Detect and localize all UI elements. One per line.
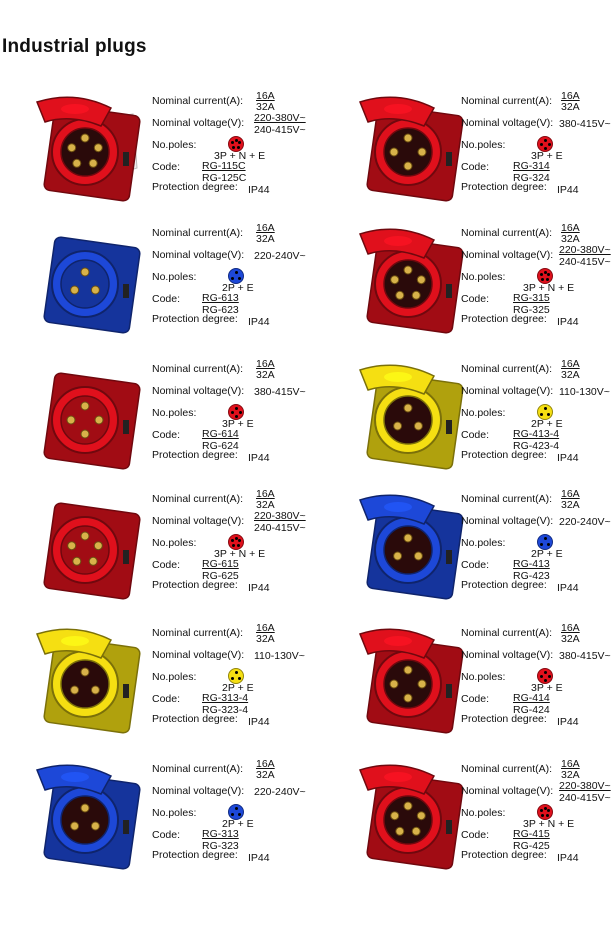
code-value-a: RG-613 xyxy=(202,292,239,304)
plug-image xyxy=(338,88,473,216)
current-label: Nominal current(A): xyxy=(152,763,244,775)
current-label: Nominal current(A): xyxy=(152,363,244,375)
voltage-label: Nominal voltage(V): xyxy=(152,515,245,527)
voltage-value-a: 380-415V~ xyxy=(254,386,306,398)
plug-image xyxy=(15,486,150,614)
protection-value: IP44 xyxy=(248,582,270,594)
code-label: Code: xyxy=(461,829,490,841)
current-label: Nominal current(A): xyxy=(461,95,553,107)
protection-value: IP44 xyxy=(557,452,579,464)
plug-image xyxy=(338,220,473,348)
voltage-label: Nominal voltage(V): xyxy=(152,649,245,661)
plug-image xyxy=(15,620,150,748)
protection-label: Protection degree: xyxy=(152,313,238,325)
protection-value: IP44 xyxy=(248,316,270,328)
voltage-value-b: 240-415V~ xyxy=(254,124,306,136)
protection-value: IP44 xyxy=(557,582,579,594)
current-value-a: 16A xyxy=(256,90,275,102)
protection-label: Protection degree: xyxy=(461,313,547,325)
code-value-a: RG-413 xyxy=(513,558,550,570)
current-value-b: 32A xyxy=(256,233,275,245)
voltage-value-b: 240-415V~ xyxy=(559,792,611,804)
voltage-value-a: 220-380V~ xyxy=(254,112,306,124)
protection-value: IP44 xyxy=(557,316,579,328)
product-item xyxy=(338,356,615,484)
voltage-value-a: 220-240V~ xyxy=(559,516,611,528)
voltage-value-a: 220-380V~ xyxy=(559,244,611,256)
protection-value: IP44 xyxy=(248,184,270,196)
code-value-b: RG-323 xyxy=(202,840,239,852)
protection-label: Protection degree: xyxy=(152,713,238,725)
voltage-label: Nominal voltage(V): xyxy=(461,249,554,261)
voltage-value-a: 110-130V~ xyxy=(254,650,305,662)
product-item xyxy=(338,756,615,884)
current-label: Nominal current(A): xyxy=(461,363,553,375)
product-item xyxy=(15,356,315,484)
poles-value: 2P + E xyxy=(531,548,563,560)
current-label: Nominal current(A): xyxy=(461,627,553,639)
page-title: Industrial plugs xyxy=(2,36,147,57)
voltage-label: Nominal voltage(V): xyxy=(461,117,554,129)
voltage-value-a: 220-240V~ xyxy=(254,250,306,262)
current-value-b: 32A xyxy=(561,101,580,113)
poles-value: 3P + N + E xyxy=(523,282,575,294)
voltage-value-a: 220-380V~ xyxy=(254,510,306,522)
product-item xyxy=(15,756,315,884)
poles-value: 2P + E xyxy=(222,818,254,830)
current-value-a: 16A xyxy=(561,90,580,102)
product-item xyxy=(15,220,315,348)
protection-value: IP44 xyxy=(557,716,579,728)
code-value-a: RG-414 xyxy=(513,692,550,704)
poles-label: No.poles: xyxy=(461,407,506,419)
poles-label: No.poles: xyxy=(461,807,506,819)
poles-label: No.poles: xyxy=(461,139,506,151)
current-value-b: 32A xyxy=(256,633,275,645)
plug-image xyxy=(15,220,150,348)
poles-label: No.poles: xyxy=(152,139,197,151)
current-label: Nominal current(A): xyxy=(461,763,553,775)
plug-image xyxy=(15,88,150,216)
current-value-a: 16A xyxy=(561,358,580,370)
plug-image xyxy=(15,356,150,484)
poles-label: No.poles: xyxy=(152,807,197,819)
product-item xyxy=(15,88,315,216)
code-value-b: RG-623 xyxy=(202,304,239,316)
protection-label: Protection degree: xyxy=(152,849,238,861)
current-label: Nominal current(A): xyxy=(152,227,244,239)
code-value-b: RG-125C xyxy=(202,172,247,184)
code-value-a: RG-315 xyxy=(513,292,550,304)
current-label: Nominal current(A): xyxy=(152,95,244,107)
protection-value: IP44 xyxy=(248,452,270,464)
current-label: Nominal current(A): xyxy=(461,493,553,505)
product-item xyxy=(338,620,615,748)
poles-label: No.poles: xyxy=(461,537,506,549)
voltage-value-b: 240-415V~ xyxy=(254,522,306,534)
protection-label: Protection degree: xyxy=(152,579,238,591)
poles-label: No.poles: xyxy=(152,271,197,283)
current-label: Nominal current(A): xyxy=(152,493,244,505)
protection-label: Protection degree: xyxy=(152,449,238,461)
protection-label: Protection degree: xyxy=(461,181,547,193)
current-value-a: 16A xyxy=(561,622,580,634)
code-label: Code: xyxy=(152,829,181,841)
plug-image xyxy=(338,356,473,484)
protection-value: IP44 xyxy=(557,184,579,196)
voltage-label: Nominal voltage(V): xyxy=(152,385,245,397)
poles-label: No.poles: xyxy=(461,271,506,283)
protection-label: Protection degree: xyxy=(152,181,238,193)
protection-value: IP44 xyxy=(248,716,270,728)
poles-value: 3P + N + E xyxy=(214,548,266,560)
current-label: Nominal current(A): xyxy=(152,627,244,639)
product-item xyxy=(338,220,615,348)
current-value-b: 32A xyxy=(256,101,275,113)
voltage-value-a: 220-240V~ xyxy=(254,786,306,798)
current-value-a: 16A xyxy=(561,758,580,770)
protection-label: Protection degree: xyxy=(461,449,547,461)
poles-label: No.poles: xyxy=(152,537,197,549)
plug-image xyxy=(15,756,150,884)
current-value-a: 16A xyxy=(256,758,275,770)
plug-image xyxy=(338,756,473,884)
protection-label: Protection degree: xyxy=(461,579,547,591)
voltage-label: Nominal voltage(V): xyxy=(152,785,245,797)
code-value-b: RG-323-4 xyxy=(202,704,249,716)
poles-label: No.poles: xyxy=(152,671,197,683)
protection-value: IP44 xyxy=(557,852,579,864)
voltage-label: Nominal voltage(V): xyxy=(461,515,554,527)
code-value-a: RG-413-4 xyxy=(513,428,560,440)
current-value-b: 32A xyxy=(256,499,275,511)
current-value-b: 32A xyxy=(256,769,275,781)
poles-value: 2P + E xyxy=(222,282,254,294)
code-label: Code: xyxy=(461,693,490,705)
current-value-b: 32A xyxy=(561,233,580,245)
code-label: Code: xyxy=(152,693,181,705)
code-value-b: RG-423 xyxy=(513,570,550,582)
poles-value: 2P + E xyxy=(222,682,254,694)
poles-value: 3P + N + E xyxy=(523,818,575,830)
poles-label: No.poles: xyxy=(152,407,197,419)
code-value-a: RG-615 xyxy=(202,558,239,570)
code-value-b: RG-423-4 xyxy=(513,440,560,452)
code-label: Code: xyxy=(152,293,181,305)
code-label: Code: xyxy=(461,293,490,305)
code-value-a: RG-313 xyxy=(202,828,239,840)
current-value-a: 16A xyxy=(256,622,275,634)
current-value-a: 16A xyxy=(561,222,580,234)
code-value-b: RG-424 xyxy=(513,704,550,716)
current-value-a: 16A xyxy=(256,222,275,234)
code-label: Code: xyxy=(461,559,490,571)
code-value-a: RG-415 xyxy=(513,828,550,840)
voltage-value-b: 240-415V~ xyxy=(559,256,611,268)
code-value-b: RG-624 xyxy=(202,440,239,452)
poles-value: 2P + E xyxy=(531,418,563,430)
code-value-a: RG-614 xyxy=(202,428,239,440)
code-value-a: RG-115C xyxy=(202,160,246,172)
current-value-a: 16A xyxy=(561,488,580,500)
code-label: Code: xyxy=(152,429,181,441)
current-value-b: 32A xyxy=(561,499,580,511)
code-label: Code: xyxy=(461,161,490,173)
voltage-value-a: 380-415V~ xyxy=(559,118,611,130)
code-value-b: RG-425 xyxy=(513,840,550,852)
plug-image xyxy=(338,620,473,748)
voltage-label: Nominal voltage(V): xyxy=(461,785,554,797)
current-value-b: 32A xyxy=(561,769,580,781)
poles-value: 3P + N + E xyxy=(214,150,266,162)
code-value-b: RG-325 xyxy=(513,304,550,316)
product-item xyxy=(15,486,315,614)
poles-label: No.poles: xyxy=(461,671,506,683)
code-value-b: RG-324 xyxy=(513,172,550,184)
voltage-label: Nominal voltage(V): xyxy=(461,649,554,661)
code-value-b: RG-625 xyxy=(202,570,239,582)
voltage-label: Nominal voltage(V): xyxy=(461,385,554,397)
plug-image xyxy=(338,486,473,614)
poles-value: 3P + E xyxy=(222,418,254,430)
protection-value: IP44 xyxy=(248,852,270,864)
code-value-a: RG-313-4 xyxy=(202,692,249,704)
current-value-b: 32A xyxy=(256,369,275,381)
product-item xyxy=(338,486,615,614)
current-value-a: 16A xyxy=(256,358,275,370)
voltage-label: Nominal voltage(V): xyxy=(152,249,245,261)
protection-label: Protection degree: xyxy=(461,849,547,861)
code-value-a: RG-314 xyxy=(513,160,550,172)
code-label: Code: xyxy=(461,429,490,441)
poles-value: 3P + E xyxy=(531,150,563,162)
current-value-b: 32A xyxy=(561,369,580,381)
voltage-value-a: 380-415V~ xyxy=(559,650,611,662)
code-label: Code: xyxy=(152,559,181,571)
current-label: Nominal current(A): xyxy=(461,227,553,239)
voltage-value-a: 110-130V~ xyxy=(559,386,610,398)
current-value-a: 16A xyxy=(256,488,275,500)
product-item xyxy=(338,88,615,216)
voltage-value-a: 220-380V~ xyxy=(559,780,611,792)
voltage-label: Nominal voltage(V): xyxy=(152,117,245,129)
code-label: Code: xyxy=(152,161,181,173)
current-value-b: 32A xyxy=(561,633,580,645)
poles-value: 3P + E xyxy=(531,682,563,694)
product-item xyxy=(15,620,315,748)
protection-label: Protection degree: xyxy=(461,713,547,725)
